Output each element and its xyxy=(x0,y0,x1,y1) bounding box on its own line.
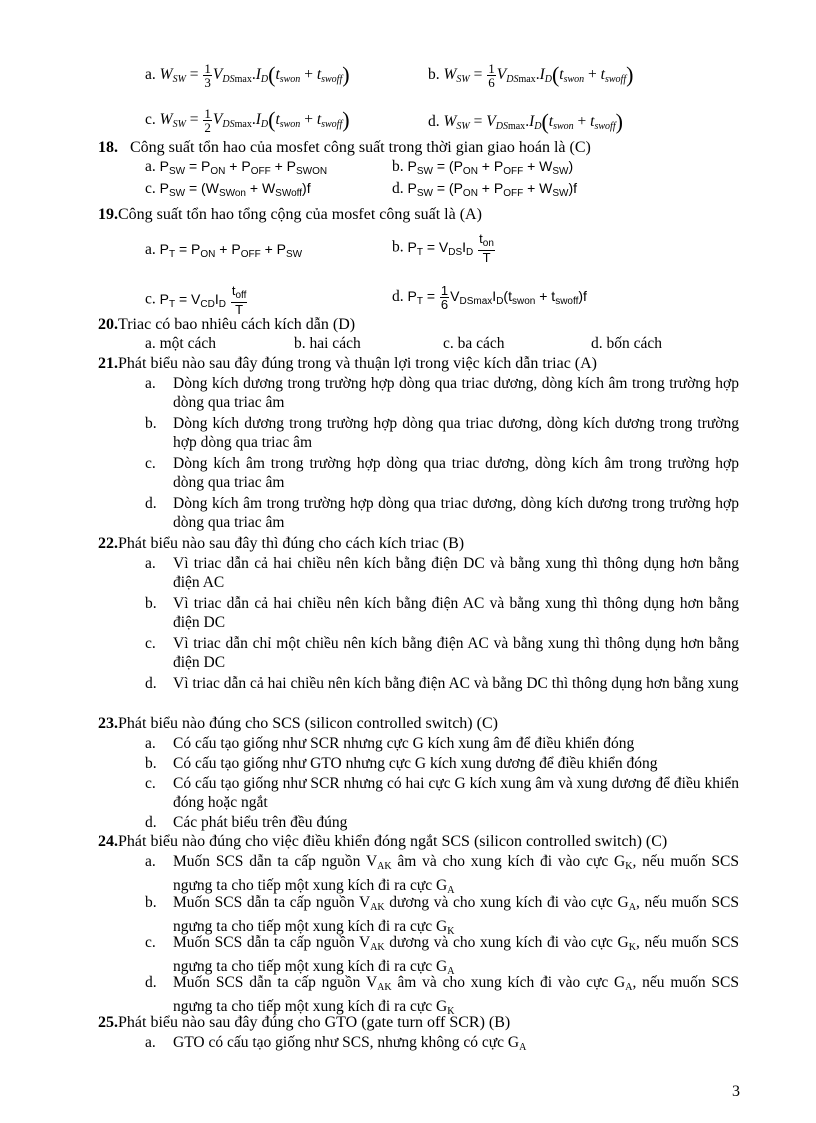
fraction xyxy=(203,107,212,134)
option-label: c. xyxy=(145,775,156,792)
option-label: c. xyxy=(145,290,156,308)
frac-den: 2 xyxy=(204,120,211,135)
question-18 xyxy=(98,138,591,157)
option-label: d. xyxy=(145,974,157,991)
option-text: Muốn SCS dẫn ta cấp nguồn V xyxy=(173,974,378,991)
option-text: dương và cho xung kích đi vào cực G xyxy=(384,894,629,911)
option-text: , nếu muốn SCS ngưng ta cho tiếp một xung kích đi ra cực G xyxy=(173,894,740,935)
option-text: Muốn SCS dẫn ta cấp nguồn V xyxy=(173,894,371,911)
q22-option-c xyxy=(145,634,739,672)
option-label: c. xyxy=(145,180,156,197)
subscript: K xyxy=(447,926,455,937)
option-text: Muốn SCS dẫn ta cấp nguồn V xyxy=(173,853,378,870)
q21-option-b xyxy=(145,414,739,452)
option-text: , nếu muốn SCS ngưng ta cho tiếp một xung kích đi ra cực G xyxy=(173,853,740,894)
q22-option-d xyxy=(145,674,739,693)
question-text: Phát biểu nào sau đây thì đúng cho cách kích triac (B) xyxy=(118,535,465,552)
question-number: 23. xyxy=(98,715,118,732)
option-text: b. hai cách xyxy=(294,335,361,352)
option-label: a. xyxy=(145,555,156,572)
question-text: Phát biểu nào sau đây đúng trong và thuận lợi trong việc kích dẫn triac (A) xyxy=(118,355,597,372)
q20-option-a xyxy=(145,334,216,353)
fraction xyxy=(487,62,496,89)
question-24 xyxy=(98,832,667,851)
q18-option-b: b. $P_{SW} = (P_{ON} + P_{OFF} + W_{SW})$ xyxy=(392,158,574,177)
option-label: a. xyxy=(145,735,156,752)
q20-option-d xyxy=(591,334,662,353)
subscript: AK xyxy=(370,902,385,913)
q19-option-c: c. $P_T = V_{CD}I_D$ $\frac{t_{off}}{T}$ xyxy=(145,283,247,317)
question-22 xyxy=(98,534,464,553)
option-text: Vì triac dẫn chỉ một chiều nên kích bằng điện AC và bằng xung thì thông dụng hơn bằng điện DC xyxy=(173,635,739,671)
frac-num: 1 xyxy=(204,61,211,76)
question-number: 19. xyxy=(98,206,118,223)
frac-num: 1 xyxy=(440,283,449,298)
q19-option-b: b. $P_T = V_{DS}I_D$ $\frac{t_{on}}{T}$ xyxy=(392,231,494,265)
q18-option-d: d. $P_{SW} = (P_{ON} + P_{OFF} + W_{SW})f$ xyxy=(392,180,578,199)
option-label: b. xyxy=(428,66,440,84)
option-text: Có cấu tạo giống như SCR nhưng có hai cực G kích xung âm và xung dương để điều khiển đóng hoặc ngắt xyxy=(173,775,739,811)
q18-option-c: c. $P_{SW} = (W_{SWon} + W_{SWoff})f$ xyxy=(145,180,311,199)
option-text: âm và cho xung kích đi vào cực G xyxy=(391,974,626,991)
option-label: d. xyxy=(392,180,404,197)
subscript: K xyxy=(625,861,633,872)
option-text: Dòng kích âm trong trường hợp dòng qua triac dương, dòng kích dương trong trường hợp dòng qua triac âm xyxy=(173,495,739,531)
option-label: a. xyxy=(145,66,156,84)
option-text: c. ba cách xyxy=(443,335,505,352)
q23-option-b xyxy=(145,754,739,773)
q20-option-c xyxy=(443,334,505,353)
frac-num: 1 xyxy=(204,106,211,121)
option-label: a. xyxy=(145,375,156,392)
question-25 xyxy=(98,1013,510,1032)
q19-option-d: d. $P_T$ = $\frac{1}{6}$ $V_{DSmax}I_D(t_{swon} + t_{swoff})f$ xyxy=(392,283,587,312)
option-label: b. xyxy=(145,755,157,772)
q21-option-a xyxy=(145,374,739,412)
option-text: Dòng kích dương trong trường hợp dòng qua triac dương, dòng kích âm trong trường hợp dòng qua triac âm xyxy=(173,375,739,411)
option-text: âm và cho xung kích đi vào cực G xyxy=(391,853,626,870)
question-text: Công suất tổn hao tổng cộng của mosfet công suất là (A) xyxy=(118,206,482,223)
q17-option-a: a. $W_{SW}$ = $\frac{1}{3}$ $V_{DSmax}.I_D(t_{swon} + t_{swoff})$ xyxy=(145,61,350,90)
subscript: A xyxy=(628,902,636,913)
option-label: c. xyxy=(145,934,156,951)
question-20 xyxy=(98,315,355,334)
fraction xyxy=(203,62,212,89)
q17-option-c: c. $W_{SW}$ = $\frac{1}{2}$ $V_{DSmax}.I_D(t_{swon} + t_{swoff})$ xyxy=(145,106,350,135)
option-text: Vì triac dẫn cả hai chiều nên kích bằng điện AC và bằng DC thì thông dụng hơn bằng xung xyxy=(173,675,739,692)
option-text: Dòng kích âm trong trường hợp dòng qua triac dương, dòng kích âm trong trường hợp dòng qua triac âm xyxy=(173,455,739,491)
option-text: Có cấu tạo giống như GTO nhưng cực G kích xung dương để điều khiển đóng xyxy=(173,755,658,772)
q21-option-d xyxy=(145,494,739,532)
option-label: a. xyxy=(145,158,156,175)
option-label: c. xyxy=(145,455,156,472)
option-label: d. xyxy=(392,288,404,306)
option-label: b. xyxy=(392,238,404,256)
q18-option-a: a. $P_{SW} = P_{ON} + P_{OFF} + P_{SWON}$ xyxy=(145,158,328,177)
subscript: K xyxy=(447,1006,455,1017)
subscript: A xyxy=(625,982,633,993)
subscript: A xyxy=(447,966,455,977)
q19-option-a: a. $P_T = P_{ON} + P_{OFF} + P_{SW}$ xyxy=(145,241,303,260)
subscript: AK xyxy=(377,861,392,872)
option-text: dương và cho xung kích đi vào cực G xyxy=(384,934,629,951)
option-label: d. xyxy=(428,113,440,130)
option-label: d. xyxy=(145,675,157,692)
option-label: d. xyxy=(145,814,157,831)
option-text: , nếu muốn SCS ngưng ta cho tiếp một xung kích đi ra cực G xyxy=(173,934,740,975)
question-23 xyxy=(98,714,498,733)
option-text: GTO có cấu tạo giống như SCS, nhưng không có cực G xyxy=(173,1034,520,1051)
option-label: c. xyxy=(145,111,156,129)
q22-option-a xyxy=(145,554,739,592)
q21-option-c xyxy=(145,454,739,492)
subscript: K xyxy=(628,942,636,953)
subscript: A xyxy=(447,885,455,896)
subscript: AK xyxy=(377,982,392,993)
frac-den: 6 xyxy=(440,297,449,312)
q23-option-d xyxy=(145,813,739,832)
q23-option-a xyxy=(145,734,739,753)
question-text: Công suất tổn hao của mosfet công suất trong thời gian giao hoán là (C) xyxy=(130,139,591,156)
option-label: b. xyxy=(392,158,404,175)
frac-den: 6 xyxy=(488,75,495,90)
frac-num: 1 xyxy=(488,61,495,76)
q23-option-c xyxy=(145,774,739,812)
option-text: a. một cách xyxy=(145,335,217,352)
question-19 xyxy=(98,205,482,224)
option-label: b. xyxy=(145,894,157,911)
q25-option-a xyxy=(145,1033,739,1057)
q22-option-b xyxy=(145,594,739,632)
option-label: d. xyxy=(145,495,157,512)
question-number: 24. xyxy=(98,833,118,850)
page-number: 3 xyxy=(732,1083,740,1100)
question-number: 22. xyxy=(98,535,118,552)
question-number: 21. xyxy=(98,355,118,372)
option-text: Muốn SCS dẫn ta cấp nguồn V xyxy=(173,934,371,951)
option-label: a. xyxy=(145,1034,156,1051)
option-text: Vì triac dẫn cả hai chiều nên kích bằng điện AC và bằng xung thì thông dụng hơn bằng điện DC xyxy=(173,595,739,631)
question-number: 25. xyxy=(98,1014,118,1031)
option-text: Dòng kích dương trong trường hợp dòng qua triac dương, dòng kích dương trong trường hợp dòng qua triac âm xyxy=(173,415,739,451)
frac-den: 3 xyxy=(204,75,211,90)
q17-option-b: b. $W_{SW}$ = $\frac{1}{6}$ $V_{DSmax}.I_D(t_{swon} + t_{swoff})$ xyxy=(428,61,634,90)
question-number: 18. xyxy=(98,139,118,156)
question-number: 20. xyxy=(98,316,118,333)
option-text: Vì triac dẫn cả hai chiều nên kích bằng điện DC và bằng xung thì thông dụng hơn bằng điện AC xyxy=(173,555,739,591)
question-text: Phát biểu nào đúng cho việc điều khiển đóng ngắt SCS (silicon controlled switch) (C) xyxy=(118,833,668,850)
option-text: d. bốn cách xyxy=(591,335,663,352)
option-text: , nếu muốn SCS ngưng ta cho tiếp một xung kích đi ra cực G xyxy=(173,974,740,1015)
option-label: a. xyxy=(145,853,156,870)
option-label: b. xyxy=(145,595,157,612)
question-text: Phát biểu nào đúng cho SCS (silicon controlled switch) (C) xyxy=(118,715,498,732)
fraction xyxy=(440,284,449,311)
option-label: c. xyxy=(145,635,156,652)
question-text: Triac có bao nhiêu cách kích dẫn (D) xyxy=(118,316,356,333)
option-text: Các phát biểu trên đều đúng xyxy=(173,814,348,831)
option-text: Có cấu tạo giống như SCR nhưng cực G kích xung âm để điều khiển đóng xyxy=(173,735,635,752)
subscript: AK xyxy=(370,942,385,953)
question-text: Phát biểu nào sau đây đúng cho GTO (gate turn off SCR) (B) xyxy=(118,1014,511,1031)
q17-option-d: d. $W_{SW} = V_{DSmax}.I_D(t_{swon} + t_{swoff})$ xyxy=(428,109,623,134)
question-21 xyxy=(98,354,597,373)
q20-option-b xyxy=(294,334,361,353)
option-label: a. xyxy=(145,241,156,258)
option-label: b. xyxy=(145,415,157,432)
subscript: A xyxy=(519,1042,527,1053)
